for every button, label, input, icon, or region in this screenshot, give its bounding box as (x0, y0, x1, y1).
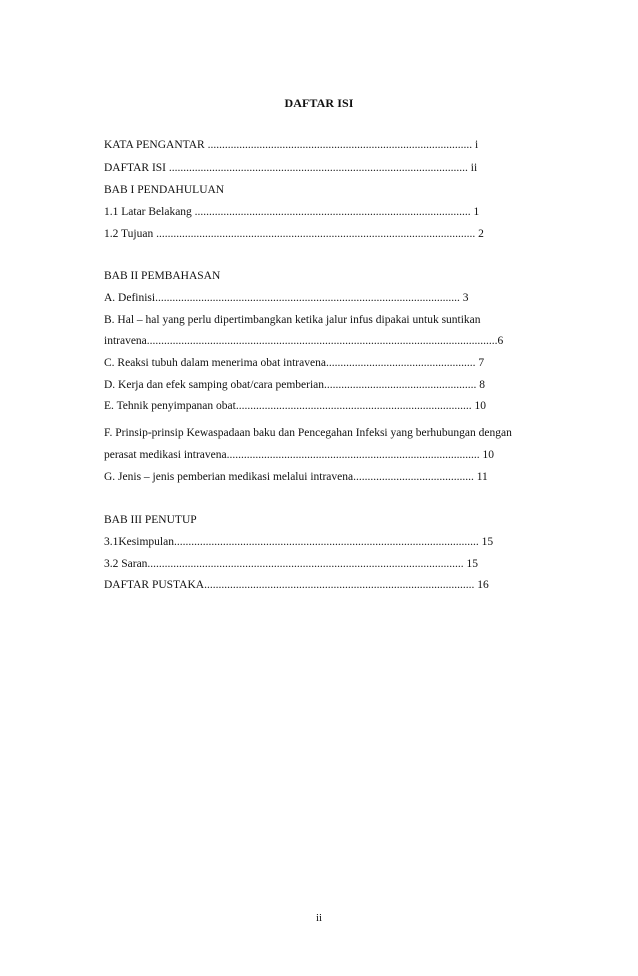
toc-entry-b-line-1: B. Hal – hal yang perlu dipertimbangkan ketika jalur infus dipakai untuk suntikan (104, 314, 481, 326)
toc-heading-bab-3: BAB III PENUTUP (104, 514, 197, 526)
toc-entry-b-line-2: intravena..........................................................................................................................6 (104, 335, 504, 347)
toc-entry-kata-pengantar: KATA PENGANTAR ............................................................................................ i (104, 139, 479, 151)
toc-heading-bab-1: BAB I PENDAHULUAN (104, 184, 225, 196)
toc-entry-3-2: 3.2 Saran.............................................................................................................. 15 (104, 558, 479, 570)
toc-entry-daftar-pustaka: DAFTAR PUSTAKA.............................................................................................. 16 (104, 579, 489, 591)
toc-entry-c: C. Reaksi tubuh dalam menerima obat intravena.................................................... 7 (104, 357, 485, 369)
page-title: DAFTAR ISI (284, 96, 354, 110)
toc-entry-3-1: 3.1Kesimpulan.......................................................................................................... 15 (104, 536, 494, 548)
toc-entry-a: A. Definisi.......................................................................................................... 3 (104, 292, 469, 304)
toc-entry-1-1: 1.1 Latar Belakang ................................................................................................ 1 (104, 206, 480, 218)
toc-entry-f-line-2: perasat medikasi intravena........................................................................................ 10 (104, 449, 494, 461)
toc-entry-e: E. Tehnik penyimpanan obat.................................................................................. 10 (104, 400, 486, 412)
toc-entry-f-line-1: F. Prinsip-prinsip Kewaspadaan baku dan Pencegahan Infeksi yang berhubungan dengan (104, 427, 512, 439)
page-number: ii (315, 912, 323, 924)
toc-heading-bab-2: BAB II PEMBAHASAN (104, 270, 221, 282)
toc-entry-d: D. Kerja dan efek samping obat/cara pemberian..................................................... 8 (104, 379, 485, 391)
toc-entry-daftar-isi: DAFTAR ISI ........................................................................................................ ii (104, 162, 478, 174)
toc-entry-g: G. Jenis – jenis pemberian medikasi melalui intravena.......................................... 11 (104, 471, 488, 483)
toc-entry-1-2: 1.2 Tujuan ............................................................................................................... 2 (104, 228, 484, 240)
